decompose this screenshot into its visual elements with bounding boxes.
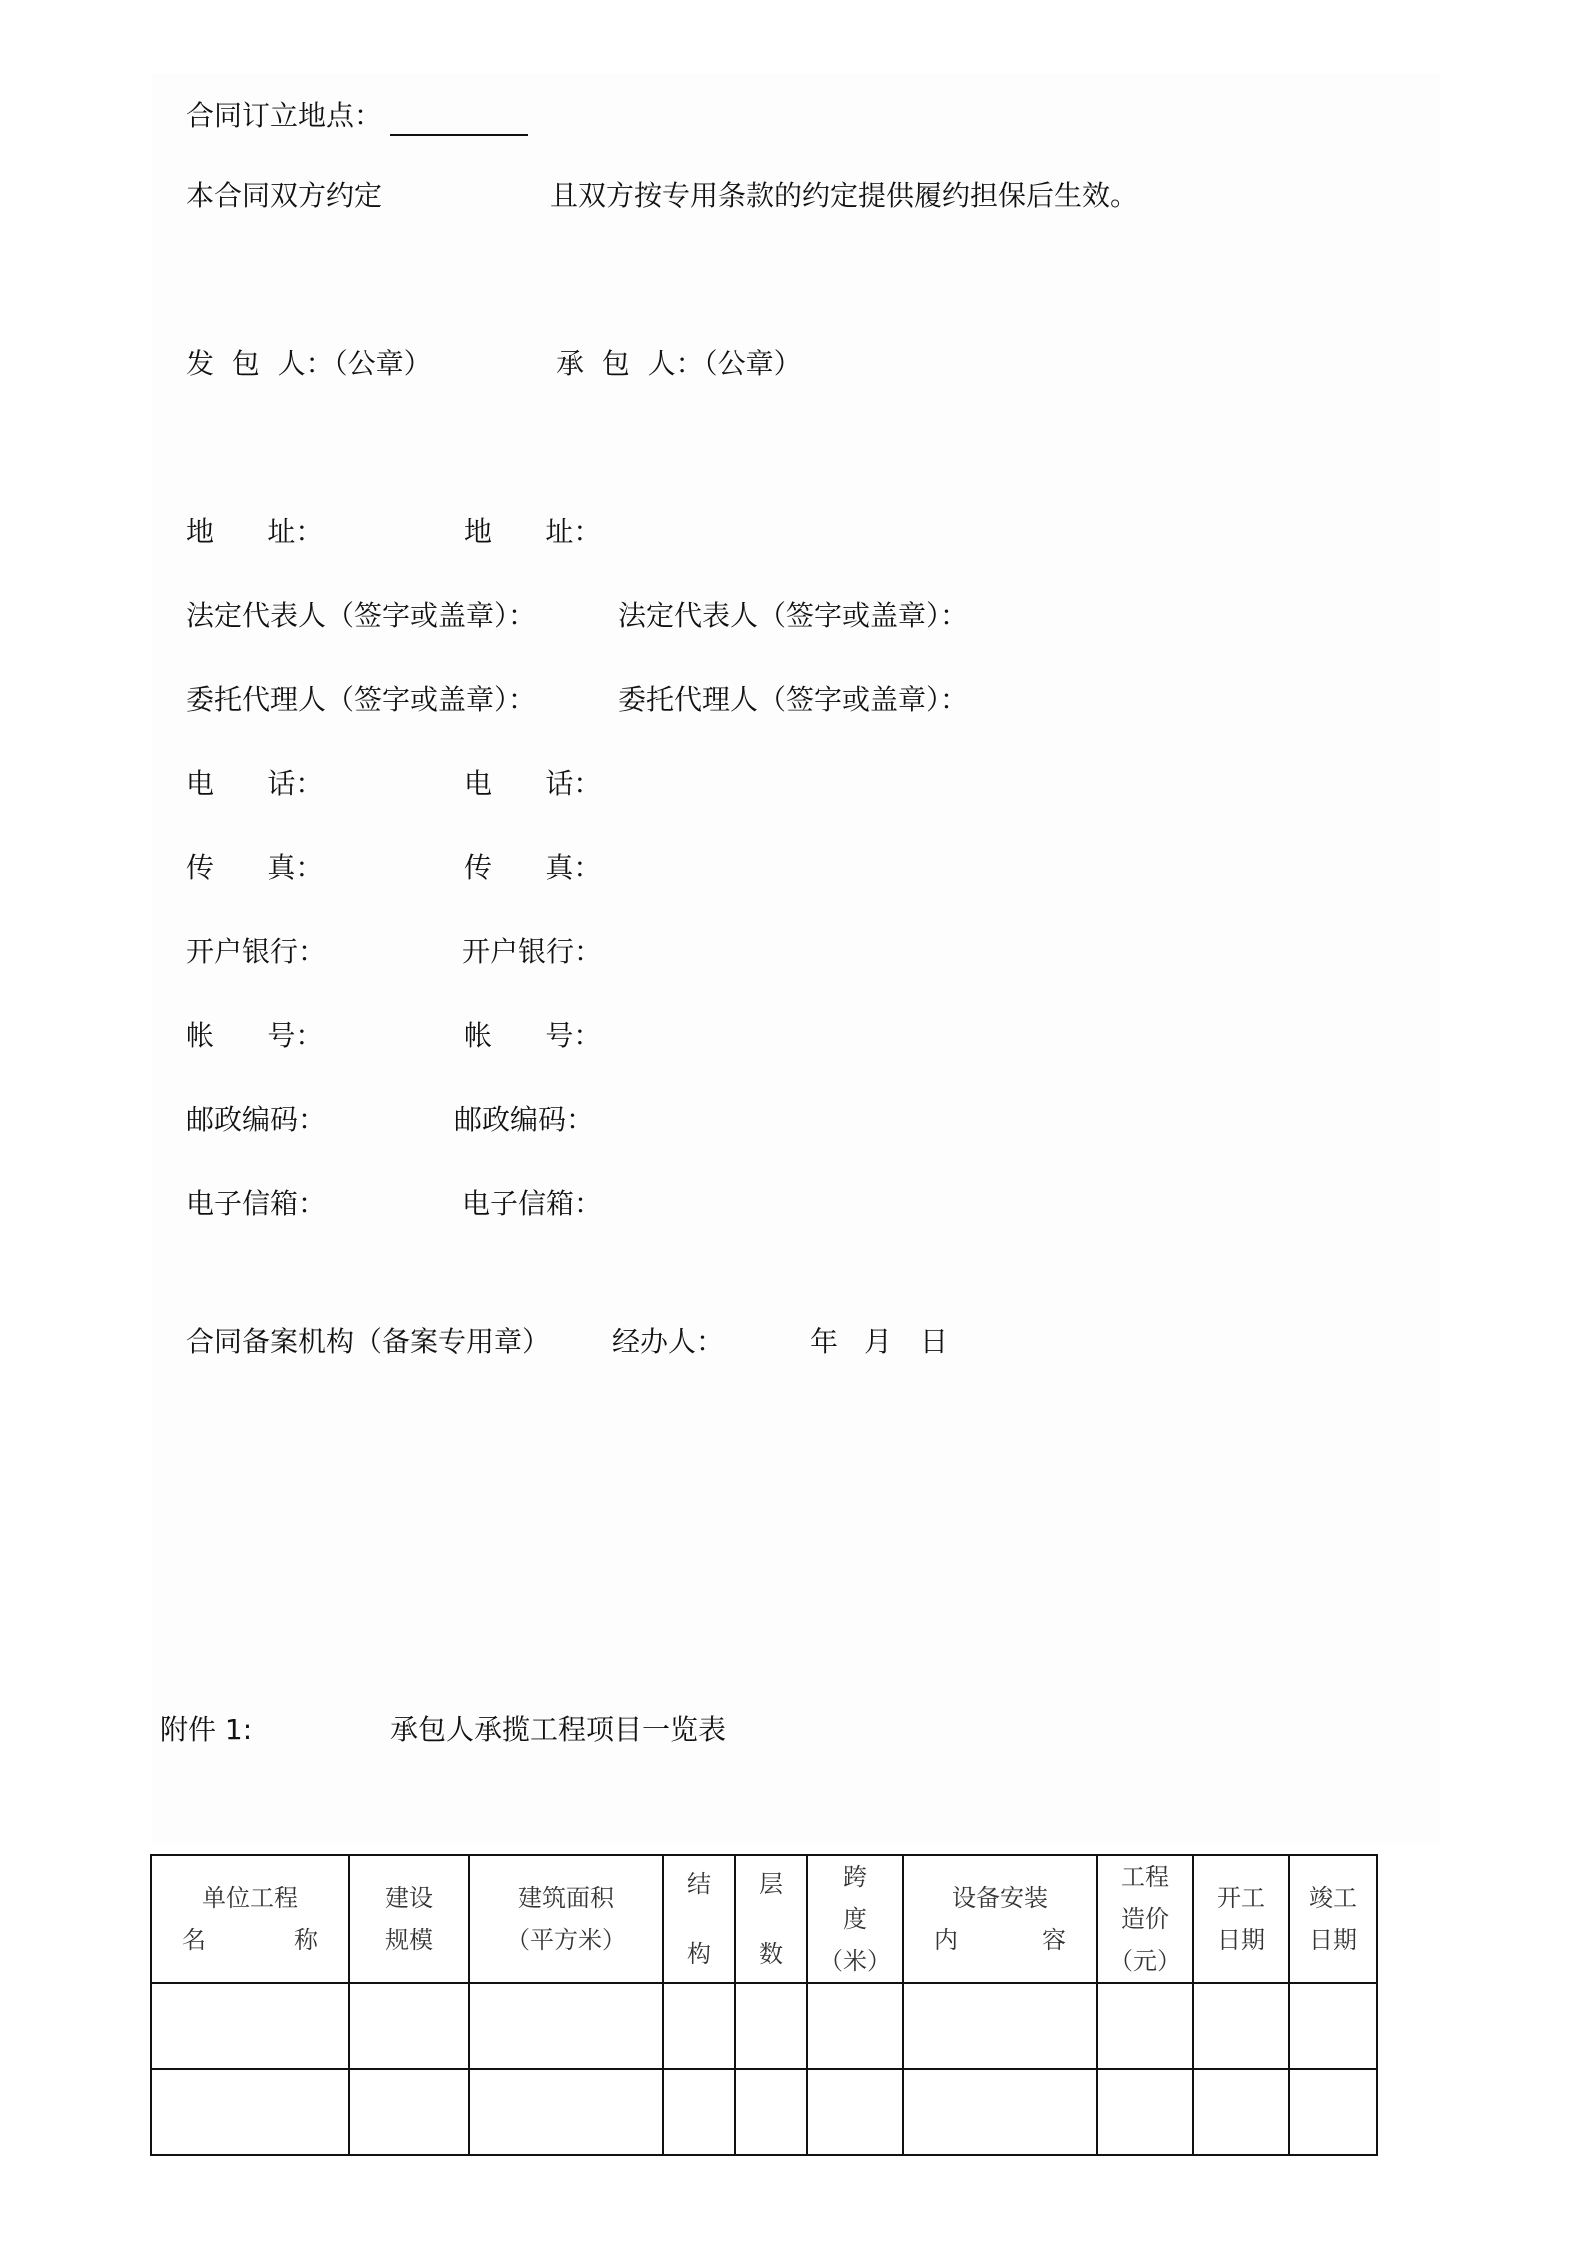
employer-agent-label: 委托代理人（签字或盖章）： (186, 683, 537, 716)
table-cell[interactable] (469, 1983, 663, 2069)
employer-postcode-label: 邮政编码： (186, 1103, 327, 1136)
header-span: 跨 度 （米） (807, 1855, 903, 1983)
effect-clause-left: 本合同双方约定 (186, 179, 383, 212)
header-floor-area: 建筑面积 （平方米） (469, 1855, 663, 1983)
table-cell[interactable] (151, 1983, 349, 2069)
contractor-legal-rep-label: 法定代表人（签字或盖章）： (618, 599, 969, 632)
employer-phone-label: 电 话： (186, 767, 324, 800)
header-start-date: 开工 日期 (1193, 1855, 1289, 1983)
header-structure: 结 构 (663, 1855, 735, 1983)
contractor-phone-label: 电 话： (464, 767, 602, 800)
table-cell[interactable] (1193, 2069, 1289, 2155)
header-construction-scale: 建设 规模 (349, 1855, 469, 1983)
table-row (151, 2069, 1377, 2155)
header-unit-project-name: 单位工程 名 称 (151, 1855, 349, 1983)
filing-agency-label: 合同备案机构（备案专用章） (186, 1325, 551, 1358)
employer-fax-label: 传 真： (186, 851, 324, 884)
employer-seal-label: 发 包 人：（公章） (186, 347, 432, 380)
employer-bank-label: 开户银行： (186, 935, 327, 968)
table-row (151, 1983, 1377, 2069)
date-day-label: 日 (920, 1325, 949, 1358)
table-cell[interactable] (349, 2069, 469, 2155)
table-cell[interactable] (663, 1983, 735, 2069)
table-header-row (151, 1855, 1377, 1983)
contractor-postcode-label: 邮政编码： (454, 1103, 595, 1136)
effect-clause-right: 且双方按专用条款的约定提供履约担保后生效。 (550, 179, 1139, 212)
table-cell[interactable] (735, 1983, 807, 2069)
employer-email-label: 电子信箱： (186, 1187, 327, 1220)
table-cell[interactable] (151, 2069, 349, 2155)
attachment-label: 附件 1: (160, 1713, 253, 1746)
table-cell[interactable] (349, 1983, 469, 2069)
table-cell[interactable] (903, 2069, 1097, 2155)
table-cell[interactable] (903, 1983, 1097, 2069)
table-cell[interactable] (1289, 2069, 1377, 2155)
table-cell[interactable] (807, 2069, 903, 2155)
signing-place-label: 合同订立地点： (186, 99, 383, 132)
handler-label: 经办人： (612, 1325, 725, 1358)
header-floors: 层 数 (735, 1855, 807, 1983)
contractor-account-label: 帐 号： (464, 1019, 602, 1052)
table-cell[interactable] (735, 2069, 807, 2155)
signing-place-blank[interactable] (390, 134, 528, 136)
document-page (152, 74, 1440, 1844)
header-project-cost: 工程 造价 （元） (1097, 1855, 1193, 1983)
contractor-agent-label: 委托代理人（签字或盖章）： (618, 683, 969, 716)
contractor-fax-label: 传 真： (464, 851, 602, 884)
date-year-label: 年 (810, 1325, 839, 1358)
contractor-bank-label: 开户银行： (462, 935, 603, 968)
contractor-seal-label: 承 包 人：（公章） (556, 347, 802, 380)
header-equipment-installation: 设备安装 内 容 (903, 1855, 1097, 1983)
table-cell[interactable] (807, 1983, 903, 2069)
table-cell[interactable] (469, 2069, 663, 2155)
employer-address-label: 地 址： (186, 515, 324, 548)
date-month-label: 月 (864, 1325, 893, 1358)
employer-legal-rep-label: 法定代表人（签字或盖章）： (186, 599, 537, 632)
attachment-title: 承包人承揽工程项目一览表 (390, 1713, 727, 1746)
table-cell[interactable] (663, 2069, 735, 2155)
header-completion-date: 竣工 日期 (1289, 1855, 1377, 1983)
project-list-table (150, 1854, 1378, 2156)
employer-account-label: 帐 号： (186, 1019, 324, 1052)
table-cell[interactable] (1097, 2069, 1193, 2155)
table-cell[interactable] (1193, 1983, 1289, 2069)
table-cell[interactable] (1097, 1983, 1193, 2069)
table-cell[interactable] (1289, 1983, 1377, 2069)
contractor-email-label: 电子信箱： (462, 1187, 603, 1220)
contractor-address-label: 地 址： (464, 515, 602, 548)
